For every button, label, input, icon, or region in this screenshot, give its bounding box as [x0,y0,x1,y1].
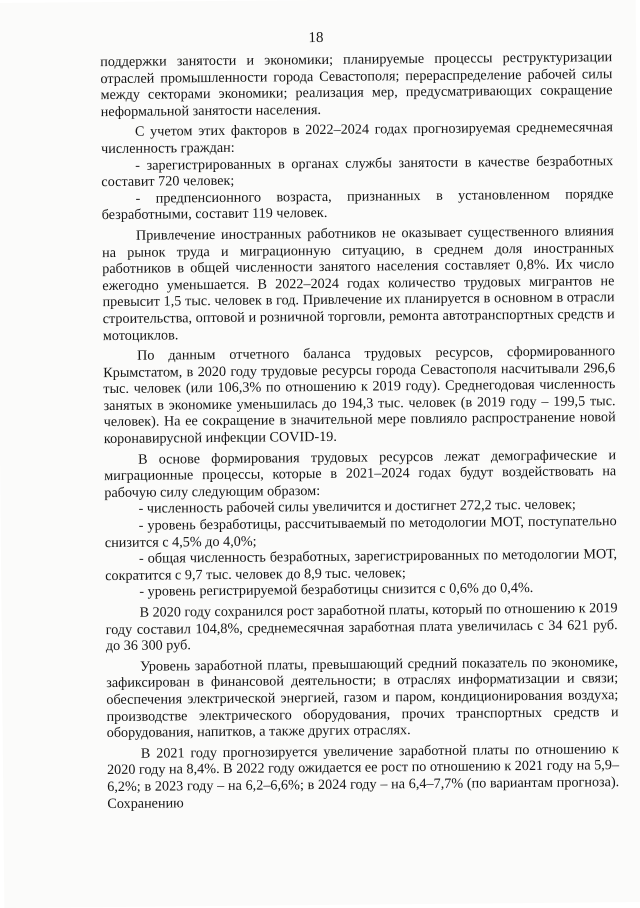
paragraph-continuation: поддержки занятости и экономики; планируемые процессы реструктуризации отраслей промышленности города Севастополя; перераспределение рабочей силы между секторами экономики; реализация мер, предусматривающих сокращение неформальной занятости населения. [100,49,613,120]
paragraph-labor-balance: По данным отчетного баланса трудовых ресурсов, сформированного Крымстатом, в 2020 году трудовые ресурсы города Севастополя насчитывали 296,6 тыс. человек (или 106,3% по отношению к 2019 году). Среднегодовая численность занятых в экономике уменьшилась до 194,3 тыс. человек (в 2019 году – 199,5 тыс. человек). На ее сокращение в значительной мере повлияло распространение новой коронавирусной инфекции COVID-19. [103,343,616,448]
paragraph-wage-forecast: В 2021 году прогнозируется увеличение заработной платы по отношению к 2020 году на 8,4%. В 2022 году ожидается ее рост по отношению к 2021 году на 5,9–6,2%; в 2023 году – на 6,2–6,6%; в 2024 году – на 6,4–7,7% (по вариантам прогноза). Сохранению [106,740,620,812]
list-item-registered-unemployment: - уровень регистрируемой безработицы снизится с 0,6% до 0,4%. [139,580,534,601]
list-item-pre-retirement-unemployed: - предпенсионного возраста, признанных в установленном порядке безработными, составит 119 человек. [101,185,614,224]
paragraph-wage-growth: В 2020 году сохранился рост заработной платы, который по отношению к 2019 году составил 104,8%, среднемесячная заработная плата увеличилась с 34 621 руб. до 36 300 руб. [105,600,618,655]
page-number: 18 [308,29,324,47]
list-item-labor-force: - численность рабочей силы увеличится и достигнет 272,2 тыс. человек; [138,496,576,518]
paragraph-wage-sectors: Уровень заработной платы, превышающий средний показатель по экономике, зафиксирован в финансовой деятельности; в отраслях информатизации и связи; обеспечения электрической энергией, газом и паром, кондиционирования воздуха; производстве электрического оборудования, прочих транспортных средств и оборудования, напитков, а также других отраслях. [106,653,619,742]
paragraph-forecast-intro: С учетом этих факторов в 2022–2024 годах прогнозируемая среднемесячная численность граждан: [101,119,613,158]
document-body [100,49,619,812]
paragraph-demographic-processes: В основе формирования трудовых ресурсов лежат демографические и миграционные процессы, которые в 2021–2024 годах будут воздействовать на рабочую силу следующим образом: [104,446,617,501]
list-item-registered-unemployed: - зарегистрированных в органах службы занятости в качестве безработных составит 720 человек; [101,152,614,191]
list-item-unemployed-count: - общая численность безработных, зарегистрированных по методологии МОТ, сократится с 9,7 тыс. человек до 8,9 тыс. человек; [105,546,618,584]
list-item-unemployment-rate: - уровень безработицы, рассчитываемый по методологии МОТ, поступательно снизится с 4,5% до 4,0%; [104,513,617,551]
paragraph-foreign-workers: Привлечение иностранных работников не оказывает существенного влияния на рынок труда и миграционную ситуацию, в среднем доля иностранных работников в общей численности занятого населения составляет 0,8%. Их число ежегодно уменьшается. В 2022–2024 годах количество трудовых мигрантов не превысит 1,5 тыс. человек в год. Привлечение их планируется в основном в отрасли строительства, оптовой и розничной торговли, ремонта автотранспортных средств и мотоциклов. [101,223,615,344]
